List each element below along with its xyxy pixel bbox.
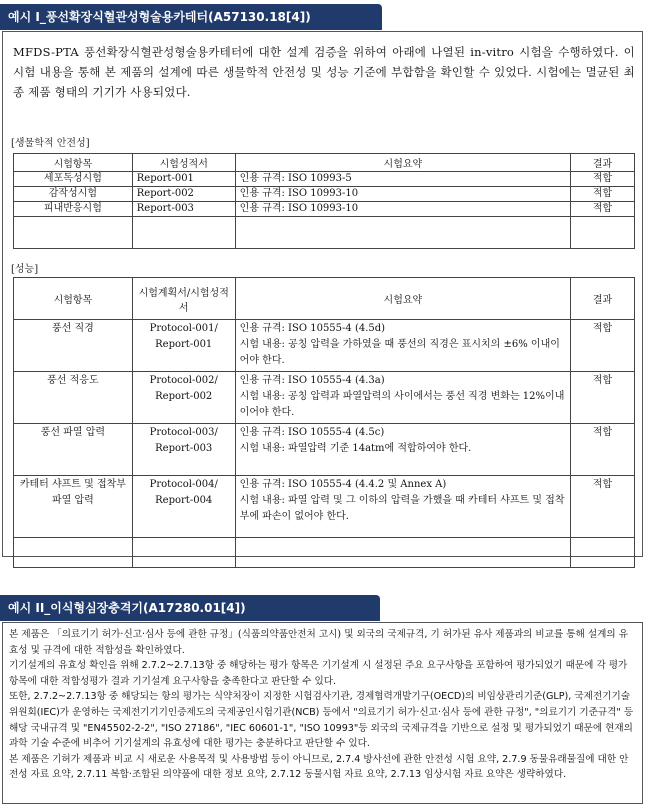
- result-cell: 적합: [571, 202, 635, 217]
- summary-cell: [235, 424, 570, 476]
- report-cell: Report-001: [132, 172, 235, 187]
- summary-cell: [235, 476, 570, 538]
- col-header: 결과: [571, 154, 635, 172]
- test-item: 카테터 샤프트 및 접착부 파열 압력: [14, 476, 133, 538]
- table-row: [14, 424, 635, 476]
- paragraph: 기기설계의 유효성 확인을 위해 2.7.2~2.7.13항 중 해당하는 평가 항목은 기기설계 시 설정된 주요 요구사항을 포함하여 평가되었기 때문에 각 평가 항목에 대한 적합성평가 결과 기기설계 요구사항을 충족한다고 판단할 수 있다.: [9, 660, 628, 687]
- summary-cell: 인용 규격: ISO 10993-10: [235, 187, 570, 202]
- report-id: Report-001: [155, 339, 213, 350]
- test-item: 피내반응시험: [14, 202, 133, 217]
- col-header: 시험계획서/시험성적서: [132, 278, 235, 320]
- table-row: [14, 476, 635, 538]
- example2-header: 예시 II_이식형심장충격기(A17280.01[4]): [0, 595, 380, 621]
- col-header: 시험항목: [14, 154, 133, 172]
- perf-table: [13, 277, 635, 568]
- result-cell: 적합: [571, 187, 635, 202]
- report-id: Report-003: [155, 443, 213, 454]
- result-cell: 적합: [571, 424, 635, 476]
- report-cell: Report-003: [132, 202, 235, 217]
- result-cell: 적합: [571, 320, 635, 372]
- summary-content: 시험 내용: 파열압력 기준 14atm에 적합하여야 한다.: [239, 443, 472, 454]
- protocol-id: Protocol-004/: [149, 479, 218, 490]
- table-row: [14, 202, 635, 217]
- summary-content: 시험 내용: 공칭 압력과 파열압력의 사이에서는 풍선 직경 변화는 12%이내이어야 한다.: [239, 391, 565, 418]
- empty-row: [14, 538, 635, 568]
- table-row: [14, 320, 635, 372]
- table-row: [14, 187, 635, 202]
- example1-intro: MFDS-PTA 풍선확장식혈관성형술용카테터에 대한 설계 검증을 위하여 아래에 나열된 in-vitro 시험을 수행하였다. 이 시험 내용을 통해 본 제품의 설계에 따른 생물학적 안전성 및 성능 기준에 부합함을 확인할 수 있었다. 시험에는 멸균된 최종 제품 형태의 기기가 사용되었다.: [13, 45, 635, 99]
- empty-row: [14, 217, 635, 249]
- protocol-id: Protocol-001/: [149, 323, 218, 334]
- summary-cell: [235, 320, 570, 372]
- col-header: 결과: [571, 278, 635, 320]
- col-header: 시험항목: [14, 278, 133, 320]
- bio-section-label: [생물학적 안전성]: [11, 138, 90, 149]
- summary-cell: 인용 규격: ISO 10993-5: [235, 172, 570, 187]
- test-item: 세포독성시험: [14, 172, 133, 187]
- summary-standard: 인용 규격: ISO 10555-4 (4.3a): [239, 375, 385, 386]
- table-row: [14, 172, 635, 187]
- paragraph: 본 제품은 「의료기기 허가·신고·심사 등에 관한 규정」(식품의약품안전처 고시) 및 외국의 국제규격, 기 허가된 유사 제품과의 비교를 통해 설계의 유효성 및 규격에 대한 적합성을 확인하였다.: [9, 629, 628, 656]
- report-id: Report-004: [155, 495, 213, 506]
- test-item: 감작성시험: [14, 187, 133, 202]
- result-cell: 적합: [571, 476, 635, 538]
- test-item: 풍선 적응도: [14, 372, 133, 424]
- example2-box: [2, 622, 643, 804]
- summary-standard: 인용 규격: ISO 10555-4 (4.5c): [239, 427, 385, 438]
- test-item: 풍선 파열 압력: [14, 424, 133, 476]
- summary-standard: 인용 규격: ISO 10555-4 (4.4.2 및 Annex A): [239, 479, 447, 490]
- protocol-cell: [132, 424, 235, 476]
- paragraph: 또한, 2.7.2~2.7.13항 중 해당되는 항의 평가는 식약처장이 지정한 시험검사기관, 경제협력개발기구(OECD)의 비임상관리기준(GLP), 국제전기기술위원회(IEC)가 운영하는 국제전기기기인증제도의 국제공인시험기관(NCB) 등에서 "의료기기 허가·신고·심사 등에 관한 규정", "의료기기 기준규격" 등 해당 국내규격 및 "EN45502-2-2", "ISO 27186", "IEC 60601-1", "ISO 10993"등 외국의 국제규격을 기반으로 설정 및 평가되었기 때문에 현재의 과학 기술 수준에 비추어 기기설계의 유효성에 대한 평가는 충분하다고 판단할 수 있다.: [9, 691, 634, 750]
- col-header: 시험성적서: [132, 154, 235, 172]
- summary-cell: [235, 372, 570, 424]
- summary-standard: 인용 규격: ISO 10555-4 (4.5d): [239, 323, 386, 334]
- bio-table: [13, 153, 635, 249]
- table-header-row: [14, 278, 635, 320]
- protocol-id: Protocol-003/: [149, 427, 218, 438]
- result-cell: 적합: [571, 172, 635, 187]
- col-header: 시험요약: [235, 154, 570, 172]
- protocol-id: Protocol-002/: [149, 375, 218, 386]
- test-item: 풍선 직경: [14, 320, 133, 372]
- summary-cell: 인용 규격: ISO 10993-10: [235, 202, 570, 217]
- table-row: [14, 372, 635, 424]
- perf-section-label: [성능]: [11, 264, 39, 275]
- summary-content: 시험 내용: 파열 압력 및 그 이하의 압력을 가했을 때 카테터 샤프트 및 접착부에 파손이 없어야 한다.: [239, 495, 565, 522]
- example1-box: [2, 31, 643, 557]
- paragraph: 본 제품은 기허가 제품과 비교 시 새로운 사용목적 및 사용방법 등이 아니므로, 2.7.4 방사선에 관한 안전성 시험 요약, 2.7.9 동물유래물질에 대한 안전성 자료 요약, 2.7.11 복합·조합된 의약품에 대한 정보 요약, 2.7.12 동물시험 자료 요약, 2.7.13 임상시험 자료 요약은 생략하였다.: [9, 753, 629, 781]
- result-cell: 적합: [571, 372, 635, 424]
- table-header-row: [14, 154, 635, 172]
- report-cell: Report-002: [132, 187, 235, 202]
- protocol-cell: [132, 320, 235, 372]
- report-id: Report-002: [155, 391, 213, 402]
- col-header: 시험요약: [235, 278, 570, 320]
- protocol-cell: [132, 372, 235, 424]
- protocol-cell: [132, 476, 235, 538]
- summary-content: 시험 내용: 공칭 압력을 가하였을 때 풍선의 직경은 표시치의 ±6% 이내이어야 한다.: [239, 339, 560, 366]
- example1-header: 예시 I_풍선확장식혈관성형술용카테터(A57130.18[4]): [0, 4, 382, 30]
